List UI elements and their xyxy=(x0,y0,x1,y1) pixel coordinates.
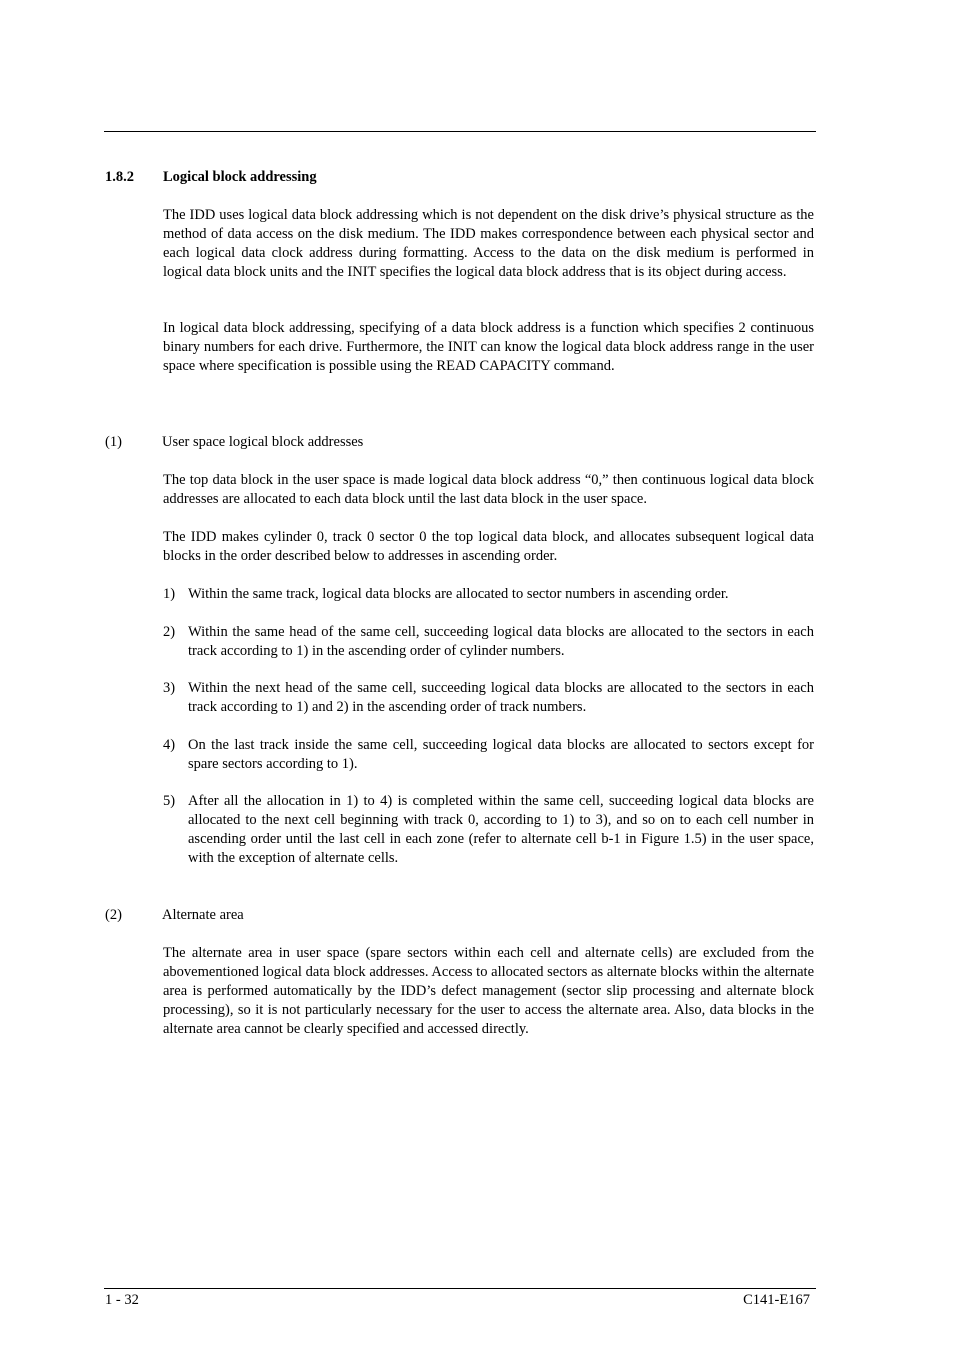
subsection-paragraph: The alternate area in user space (spare sectors within each cell and alternate cells) are excluded from the abovementioned logical data block addresses. Access to allocated sectors as alternate blocks within the alternate area is performed automatically by the IDD’s defect management (sector slip processing and alternate block processing), so it is not particularly necessary for the user to access the alternate area. Also, data blocks in the alternate area cannot be clearly specified and accessed directly. xyxy=(163,945,814,1037)
section-title: Logical block addressing xyxy=(163,169,317,185)
list-item-text: After all the allocation in 1) to 4) is completed within the same cell, succeeding logical data blocks are allocated to the next cell beginning with track 0, according to 1) to 3), and so on to each cell number in ascending order until the last cell in each zone (refer to alternate cell b-1 in Figure 1.5) in the user space, with the exception of alternate cells. xyxy=(188,793,814,866)
list-item-number: 5) xyxy=(163,793,176,809)
subsection-paragraph: The IDD makes cylinder 0, track 0 sector 0 the top logical data block, and allocates subsequent logical data blocks in the order described below to addresses in ascending order. xyxy=(163,529,814,564)
subsection-number: (2) xyxy=(105,907,122,923)
list-item-text: On the last track inside the same cell, succeeding logical data blocks are allocated to sectors except for spare sectors according to 1). xyxy=(188,737,814,772)
list-item xyxy=(163,736,814,774)
header-rule xyxy=(104,131,816,132)
list-item xyxy=(163,679,814,717)
subsection-paragraph: The top data block in the user space is made logical data block address “0,” then continuous logical data block addresses are allocated to each data block until the last data block in the user space. xyxy=(163,472,814,507)
subsection-title: Alternate area xyxy=(162,907,244,923)
list-item-number: 2) xyxy=(163,624,176,640)
list-item-number: 3) xyxy=(163,680,176,696)
section-number: 1.8.2 xyxy=(105,169,134,185)
list-item-text: Within the same head of the same cell, succeeding logical data blocks are allocated to the sectors in each track according to 1) in the ascending order of cylinder numbers. xyxy=(188,624,814,659)
list-item-text: Within the next head of the same cell, succeeding logical data blocks are allocated to the sectors in each track according to 1) and 2) in the ascending order of track numbers. xyxy=(188,680,814,715)
list-item-number: 4) xyxy=(163,737,176,753)
subsection-title: User space logical block addresses xyxy=(162,434,364,450)
list-item xyxy=(163,585,814,604)
footer-rule xyxy=(104,1288,816,1289)
document-id: C141-E167 xyxy=(743,1292,810,1308)
page-number: 1 - 32 xyxy=(105,1292,139,1308)
subsection-number: (1) xyxy=(105,434,122,450)
list-item-text: Within the same track, logical data blocks are allocated to sector numbers in ascending order. xyxy=(188,586,729,602)
list-item xyxy=(163,792,814,868)
section-paragraph: The IDD uses logical data block addressing which is not dependent on the disk drive’s physical structure as the method of data access on the disk medium. The IDD makes correspondence between each physical sector and each logical data clock address during formatting. Access to the data on the disk medium is performed in logical data block units and the INIT specifies the logical data block address that is its object during access. xyxy=(163,207,814,280)
list-item-number: 1) xyxy=(163,586,176,602)
section-paragraph: In logical data block addressing, specifying of a data block address is a function which specifies 2 continuous binary numbers for each drive. Furthermore, the INIT can know the logical data block address range in the user space where specification is possible using the READ CAPACITY command. xyxy=(163,320,814,374)
list-item xyxy=(163,623,814,661)
